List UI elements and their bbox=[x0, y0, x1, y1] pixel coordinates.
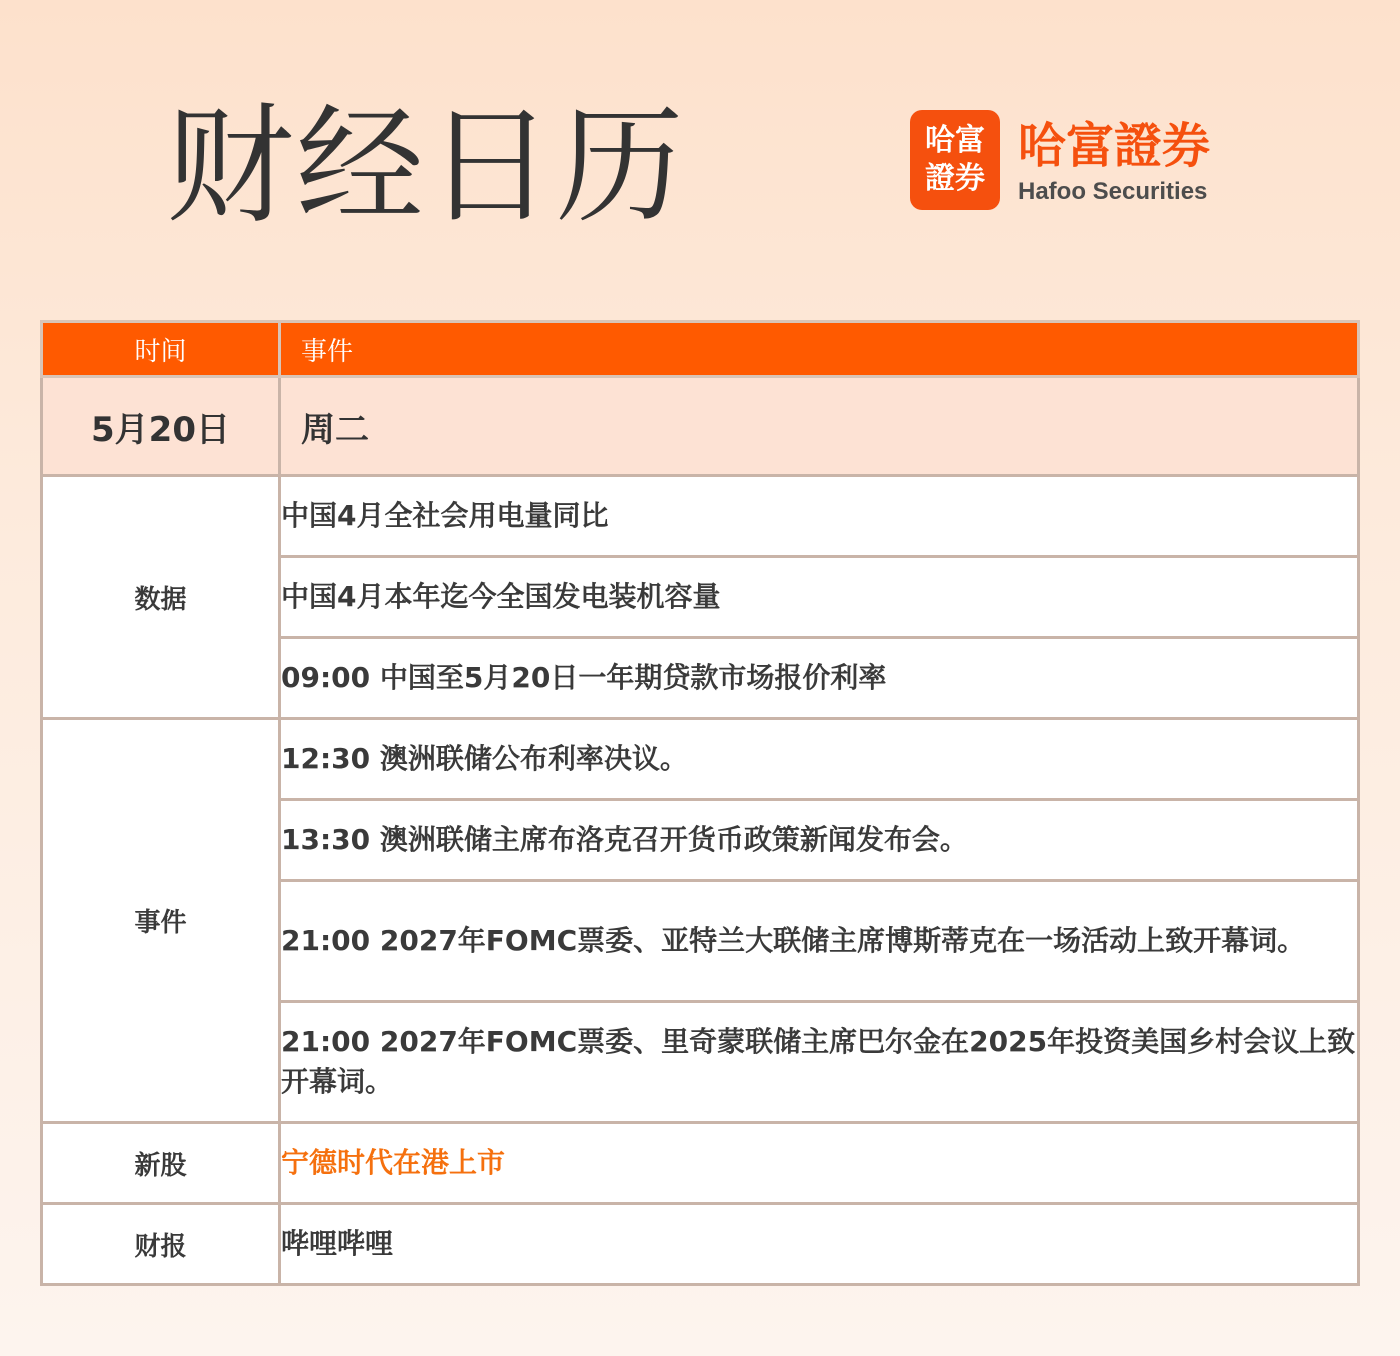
category-ipo: 新股 bbox=[42, 1123, 280, 1204]
table-row bbox=[42, 1204, 1359, 1285]
logo-badge-line2: 證券 bbox=[925, 161, 985, 196]
calendar-table bbox=[40, 320, 1360, 1286]
category-earnings: 财报 bbox=[42, 1204, 280, 1285]
table-header-row bbox=[42, 322, 1359, 377]
date-row bbox=[42, 377, 1359, 476]
event-item: 21:00 2027年FOMC票委、亚特兰大联储主席博斯蒂克在一场活动上致开幕词。 bbox=[280, 881, 1359, 1002]
category-data: 数据 bbox=[42, 476, 280, 719]
table-row bbox=[42, 719, 1359, 800]
event-item: 中国4月本年迄今全国发电装机容量 bbox=[280, 557, 1359, 638]
logo-badge-line1: 哈富 bbox=[925, 123, 985, 158]
weekday-label: 周二 bbox=[280, 377, 1359, 476]
logo-english-name: Hafoo Securities bbox=[1018, 178, 1208, 205]
event-item: 21:00 2027年FOMC票委、里奇蒙联储主席巴尔金在2025年投资美国乡村会议上致开幕词。 bbox=[280, 1002, 1359, 1123]
event-item: 12:30 澳洲联储公布利率决议。 bbox=[280, 719, 1359, 800]
page-title: 财经日历 bbox=[166, 92, 687, 241]
table-row bbox=[42, 1123, 1359, 1204]
logo-name: 哈富證券 bbox=[1018, 118, 1211, 174]
ipo-item: 宁德时代在港上市 bbox=[280, 1123, 1359, 1204]
date-label: 5月20日 bbox=[42, 377, 280, 476]
event-item: 13:30 澳洲联储主席布洛克召开货币政策新闻发布会。 bbox=[280, 800, 1359, 881]
earnings-item: 哔哩哔哩 bbox=[280, 1204, 1359, 1285]
table-row bbox=[42, 476, 1359, 557]
header-time: 时间 bbox=[42, 322, 280, 377]
header-event: 事件 bbox=[280, 322, 1359, 377]
logo-badge bbox=[910, 110, 1000, 210]
event-item: 09:00 中国至5月20日一年期贷款市场报价利率 bbox=[280, 638, 1359, 719]
event-item: 中国4月全社会用电量同比 bbox=[280, 476, 1359, 557]
category-events: 事件 bbox=[42, 719, 280, 1123]
